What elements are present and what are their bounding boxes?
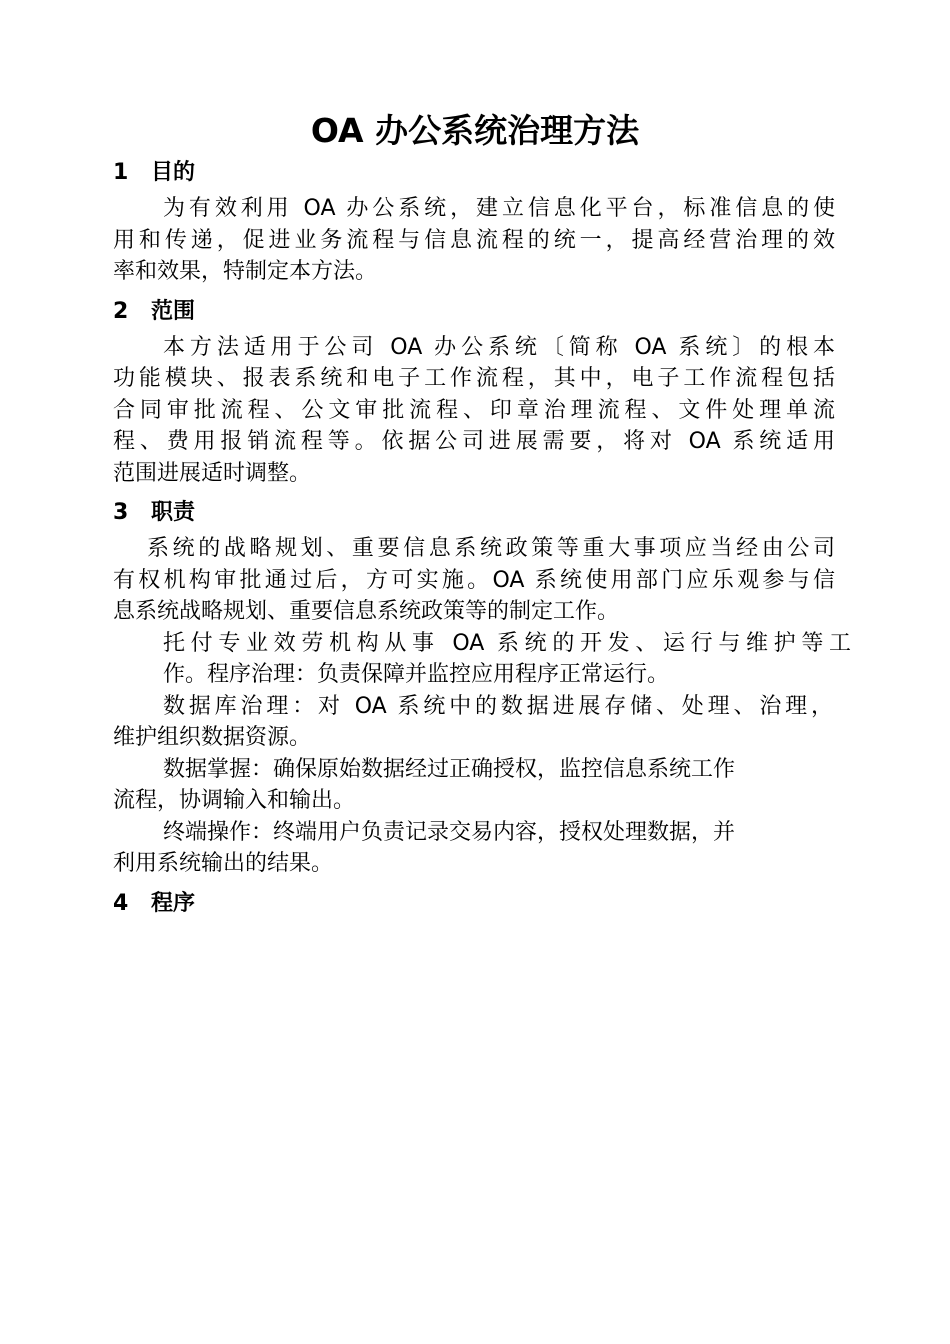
section-number: 4 bbox=[113, 891, 129, 916]
paragraph-line: 功能模块、报表系统和电子工作流程，其中，电子工作流程包括 bbox=[113, 366, 835, 391]
section-title: 程序 bbox=[151, 891, 196, 916]
paragraph-line: 数据库治理：对 OA 系统中的数据进展存储、处理、治理， bbox=[163, 694, 833, 719]
section-heading-3 bbox=[113, 498, 195, 528]
paragraph-line: 合同审批流程、公文审批流程、印章治理流程、文件处理单流 bbox=[113, 398, 835, 423]
paragraph-line: 本方法适用于公司 OA 办公系统〔简称 OA 系统〕的根本 bbox=[163, 335, 835, 360]
paragraph-line: 作。程序治理：负责保障并监控应用程序正常运行。 bbox=[163, 662, 670, 687]
paragraph-line: 终端操作：终端用户负责记录交易内容，授权处理数据，并 bbox=[163, 820, 736, 845]
section-number: 3 bbox=[113, 500, 129, 525]
paragraph-line: 利用系统输出的结果。 bbox=[113, 851, 334, 876]
paragraph-line: 托付专业效劳机构从事 OA 系统的开发、运行与维护等工 bbox=[163, 631, 851, 656]
section-number: 2 bbox=[113, 299, 129, 324]
section-title: 职责 bbox=[151, 500, 196, 525]
section-number: 1 bbox=[113, 160, 129, 185]
paragraph-line: 程、费用报销流程等。依据公司进展需要，将对 OA 系统适用 bbox=[113, 429, 835, 454]
document-title: OA 办公系统治理方法 bbox=[310, 111, 640, 150]
section-title: 范围 bbox=[151, 299, 196, 324]
paragraph-line: 范围进展适时调整。 bbox=[113, 461, 312, 486]
section-heading-2 bbox=[113, 297, 195, 327]
paragraph-line: 有权机构审批通过后，方可实施。OA 系统使用部门应乐观参与信 bbox=[113, 568, 835, 593]
section-heading-1 bbox=[113, 158, 195, 188]
paragraph-line: 用和传递，促进业务流程与信息流程的统一，提高经营治理的效 bbox=[113, 228, 835, 253]
paragraph-line: 维护组织数据资源。 bbox=[113, 725, 312, 750]
section-title: 目的 bbox=[151, 160, 196, 185]
section-heading-4 bbox=[113, 889, 195, 919]
paragraph-line: 数据掌握：确保原始数据经过正确授权，监控信息系统工作 bbox=[163, 757, 736, 782]
paragraph-line: 为有效利用 OA 办公系统，建立信息化平台，标准信息的使 bbox=[163, 196, 835, 221]
paragraph-line: 系统的战略规划、重要信息系统政策等重大事项应当经由公司 bbox=[147, 536, 835, 561]
paragraph-line: 息系统战略规划、重要信息系统政策等的制定工作。 bbox=[113, 599, 620, 624]
paragraph-line: 流程，协调输入和输出。 bbox=[113, 788, 356, 813]
paragraph-line: 率和效果，特制定本方法。 bbox=[113, 259, 378, 284]
